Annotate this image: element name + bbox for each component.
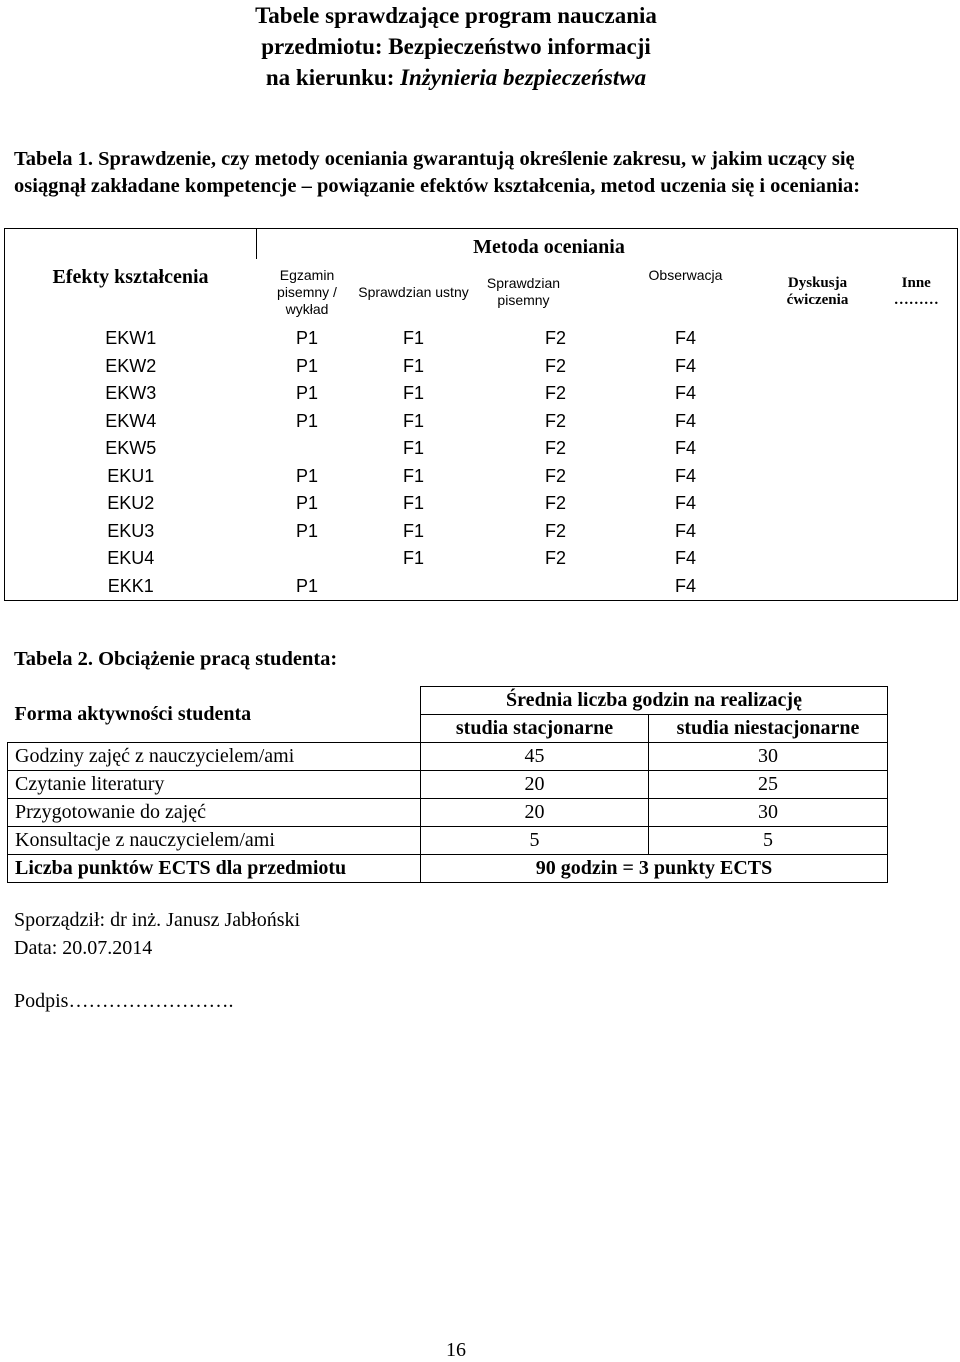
date: Data: 20.07.2014	[14, 937, 153, 959]
method-cell: F4	[642, 573, 730, 601]
method-cell: F1	[402, 520, 424, 541]
stacjonarne-header: studia stacjonarne	[421, 715, 649, 743]
hours-niestacjonarne: 30	[649, 799, 888, 827]
method-cell	[730, 380, 856, 408]
method-cell	[470, 573, 642, 601]
method-cell	[257, 545, 358, 573]
title-line-1: Tabele sprawdzające program nauczania	[255, 3, 657, 28]
method-cell: F2	[544, 520, 566, 541]
col-header-inne: Inne ………	[856, 259, 958, 325]
table-row	[5, 518, 958, 546]
table-row	[8, 827, 888, 855]
method-cell: P1	[295, 328, 319, 349]
table-row	[5, 573, 958, 601]
method-cell: F4	[674, 328, 696, 349]
method-cell	[730, 408, 856, 436]
table-row	[8, 743, 888, 771]
method-cell	[856, 408, 958, 436]
table-row	[5, 325, 958, 353]
table-row	[8, 771, 888, 799]
efekty-header: Efekty kształcenia	[5, 229, 257, 326]
learning-outcome-label: EKW2	[5, 353, 257, 381]
ects-label: Liczba punktów ECTS dla przedmiotu	[8, 855, 421, 883]
method-cell: P1	[295, 493, 319, 514]
page-number: 16	[446, 1339, 466, 1361]
col-header-dyskusja: Dyskusja ćwiczenia	[786, 275, 849, 308]
learning-outcome-label: EKK1	[5, 573, 257, 601]
method-cell	[730, 545, 856, 573]
method-cell: P1	[295, 355, 319, 376]
method-cell: P1	[257, 573, 358, 601]
method-cell: F1	[402, 548, 424, 569]
method-cell: F4	[674, 548, 696, 569]
table-row	[8, 799, 888, 827]
method-cell	[730, 325, 856, 353]
hours-stacjonarne: 20	[421, 799, 649, 827]
method-cell: F2	[544, 410, 566, 431]
table2-caption: Tabela 2. Obciążenie pracą studenta:	[14, 648, 338, 670]
method-cell	[358, 573, 470, 601]
hours-stacjonarne: 20	[421, 771, 649, 799]
hours-niestacjonarne: 25	[649, 771, 888, 799]
table-row	[5, 545, 958, 573]
method-cell	[856, 435, 958, 463]
niestacjonarne-header: studia niestacjonarne	[649, 715, 888, 743]
learning-outcome-label: EKU1	[5, 463, 257, 491]
method-cell: F1	[402, 328, 424, 349]
learning-outcome-label: EKU3	[5, 518, 257, 546]
method-cell: F4	[674, 355, 696, 376]
method-cell: F1	[402, 438, 424, 459]
method-cell: F2	[544, 493, 566, 514]
method-cell	[856, 518, 958, 546]
learning-outcome-label: EKU4	[5, 545, 257, 573]
table-row	[5, 380, 958, 408]
activity-header: Forma aktywności studenta	[8, 687, 421, 743]
method-cell	[730, 435, 856, 463]
method-cell: F2	[544, 355, 566, 376]
method-cell: F1	[402, 383, 424, 404]
method-cell	[856, 545, 958, 573]
method-cell: F4	[674, 383, 696, 404]
activity-label: Czytanie literatury	[8, 771, 421, 799]
method-cell: F1	[402, 493, 424, 514]
method-cell: F4	[674, 493, 696, 514]
method-cell	[856, 490, 958, 518]
table-row	[5, 490, 958, 518]
title-line-2: przedmiotu: Bezpieczeństwo informacji	[261, 34, 651, 59]
method-cell	[856, 353, 958, 381]
activity-label: Przygotowanie do zajęć	[8, 799, 421, 827]
learning-outcome-label: EKU2	[5, 490, 257, 518]
method-cell: F4	[674, 410, 696, 431]
hours-stacjonarne: 45	[421, 743, 649, 771]
method-cell	[730, 518, 856, 546]
hours-niestacjonarne: 30	[649, 743, 888, 771]
method-cell: F2	[544, 548, 566, 569]
method-cell	[856, 325, 958, 353]
method-cell	[730, 573, 856, 601]
method-cell	[856, 463, 958, 491]
activity-label: Konsultacje z nauczycielem/ami	[8, 827, 421, 855]
method-cell: P1	[295, 520, 319, 541]
method-cell: F2	[544, 383, 566, 404]
metoda-header: Metoda oceniania	[257, 229, 958, 260]
ects-value: 90 godzin = 3 punkty ECTS	[421, 855, 888, 883]
col-header-egzamin: Egzamin pisemny / wykład	[277, 266, 337, 317]
table-row	[5, 408, 958, 436]
method-cell: F1	[402, 410, 424, 431]
table-row	[5, 463, 958, 491]
method-cell: F4	[674, 465, 696, 486]
table1-intro: Tabela 1. Sprawdzenie, czy metody oceniania gwarantują określenie zakresu, w jakim uczący się osiągnął zakładane kompetencje – powiązanie efektów kształcenia, metod uczenia się i oceniania:	[14, 148, 861, 197]
method-cell	[730, 353, 856, 381]
activity-label: Godziny zajęć z nauczycielem/ami	[8, 743, 421, 771]
table-row	[5, 353, 958, 381]
table-row	[5, 435, 958, 463]
method-cell	[730, 490, 856, 518]
method-cell: F4	[674, 438, 696, 459]
method-cell	[856, 380, 958, 408]
method-cell: F2	[544, 438, 566, 459]
method-cell: P1	[295, 383, 319, 404]
method-cell: P1	[295, 410, 319, 431]
method-cell	[257, 435, 358, 463]
prepared-by: Sporządził: dr inż. Janusz Jabłoński	[14, 909, 301, 931]
hours-stacjonarne: 5	[421, 827, 649, 855]
method-cell: F2	[544, 328, 566, 349]
col-header-obserwacja: Obserwacja	[648, 267, 723, 283]
workload-table	[7, 686, 888, 883]
document-title	[0, 0, 912, 93]
learning-outcome-label: EKW1	[5, 325, 257, 353]
title-line-3: na kierunku: Inżynieria bezpieczeństwa	[265, 65, 647, 90]
signature-line: Podpis…………………….	[14, 990, 234, 1012]
method-cell: F1	[402, 465, 424, 486]
learning-outcome-label: EKW4	[5, 408, 257, 436]
col-header-sprawdzian-pisemny: Sprawdzian pisemny	[486, 275, 561, 308]
avg-hours-header: Średnia liczba godzin na realizację	[421, 687, 888, 715]
learning-outcome-label: EKW3	[5, 380, 257, 408]
method-cell	[856, 573, 958, 601]
method-cell: F2	[544, 465, 566, 486]
ects-row	[8, 855, 888, 883]
method-cell: P1	[295, 465, 319, 486]
method-cell: F4	[674, 520, 696, 541]
learning-outcome-label: EKW5	[5, 435, 257, 463]
method-cell	[730, 463, 856, 491]
assessment-methods-table	[4, 228, 958, 601]
hours-niestacjonarne: 5	[649, 827, 888, 855]
col-header-sprawdzian-ustny: Sprawdzian ustny	[358, 283, 469, 300]
method-cell: F1	[402, 355, 424, 376]
field-of-study: Inżynieria bezpieczeństwa	[400, 65, 647, 90]
